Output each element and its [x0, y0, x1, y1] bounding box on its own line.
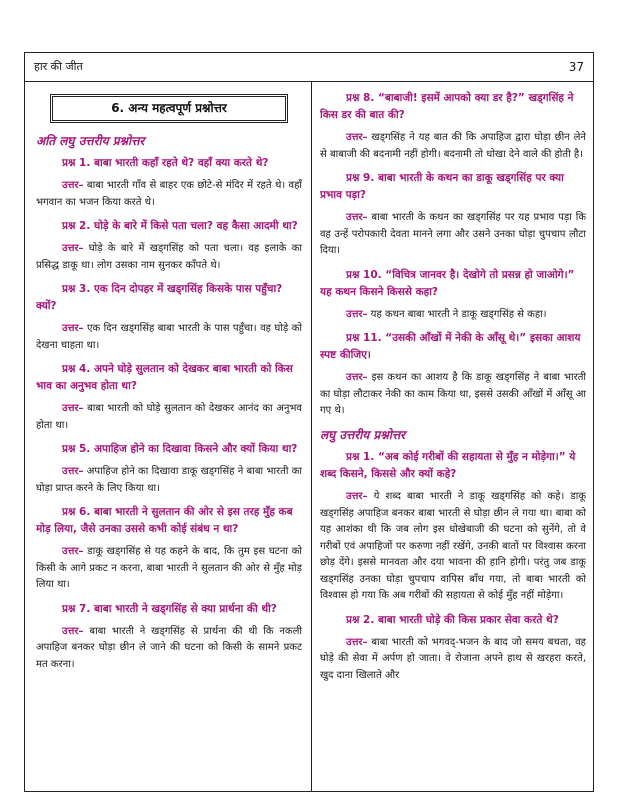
answer: [36, 464, 302, 497]
question: प्रश्न 9. बाबा भारती के कथन का डाकू खड्गसिंह पर क्या प्रभाव पड़ा?: [320, 172, 564, 201]
column-divider: [311, 82, 312, 792]
answer: [36, 178, 302, 211]
question: प्रश्न 8. “बाबाजी! इसमें आपको क्या डर है?” खड्गसिंह ने किस डर की बात की?: [320, 92, 574, 121]
question: प्रश्न 2. घोड़े के बारे में किसे पता चला? वह कैसा आदमी था?: [62, 220, 298, 232]
subhead-short: लघु उत्तरीय प्रश्नोत्तर: [320, 427, 406, 442]
answer-label: उत्तर–: [62, 625, 84, 637]
answer-text: अपाहिज होने का दिखावा डाकू खड्गसिंह ने बाबा भारती का घोड़ा प्राप्त करने के लिए किया था।: [36, 466, 302, 494]
answer: [320, 370, 586, 420]
question: प्रश्न 11. “उसकी आँखों में नेकी के आँसू थे।” इसका आशय स्पष्ट कीजिए।: [320, 332, 581, 361]
answer-text: बाबा भारती गाँव से बाहर एक छोटे-से मंदिर में रहते थे। वहाँ भगवान का भजन किया करते थे।: [36, 180, 302, 208]
question: प्रश्न 10. “विचित्र जानवर है। देखोगे तो प्रसन्न हो जाओगे।” यह कथन किसने किससे कहा?: [320, 268, 575, 298]
answer-text: डाकू खड्गसिंह से यह कहने के बाद, कि तुम इस घटना को किसी के आगे प्रकट न करना, बाबा भारती ने सुलतान की ओर से मुँह मोड़ लिया था।: [36, 546, 302, 590]
answer-text: घोड़े के बारे में खड्गसिंह को पता चला। वह इलाके का प्रसिद्ध डाकू था। लोग उसका नाम सुनकर काँपते थे।: [36, 243, 302, 271]
answer-label: उत्तर–: [346, 491, 368, 502]
question: प्रश्न 1. बाबा भारती कहाँ रहते थे? वहाँ क्या करते थे?: [62, 157, 269, 169]
answer-label: उत्तर–: [346, 372, 368, 383]
section-title: 6. अन्य महत्वपूर्ण प्रश्नोत्तर: [52, 96, 286, 121]
question: प्रश्न 6. बाबा भारती ने सुलतान की ओर से इस तरह मुँह कब मोड़ लिया, जैसे उनका उससे कभी कोई संबंध न था?: [36, 506, 293, 535]
answer-label: उत्तर–: [62, 546, 84, 557]
answer: [36, 241, 302, 274]
page-number: 37: [568, 59, 584, 74]
answer: [320, 635, 586, 685]
answer-text: बाबा भारती ने खड्गसिंह से प्रार्थना की थी कि नकली अपाहिज बनकर घोड़ा छीन ले जाने की घटना को किसी के सामने प्रकट मत करना।: [36, 625, 302, 670]
answer: [320, 307, 586, 324]
answer-label: उत्तर–: [62, 323, 84, 334]
subhead-very-short: अति लघु उत्तरीय प्रश्नोत्तर: [36, 133, 145, 148]
answer-text: इस कथन का आशय है कि डाकू खड्गसिंह ने बाबा भारती का घोड़ा लौटाकर नेकी का काम किया था, इससे उसकी आँखों में आँसू आ गए थे।: [320, 372, 586, 416]
chapter-title: हार की जीत: [34, 60, 83, 73]
question: प्रश्न 2. बाबा भारती घोड़े की किस प्रकार सेवा करते थे?: [346, 613, 559, 626]
left-column: [36, 90, 302, 788]
answer-label: उत्तर–: [346, 132, 368, 143]
answer-text: ये शब्द बाबा भारती ने डाकू खड्गसिंह को कहे। डाकू खड्गसिंह अपाहिज बनकर बाबा भारती से घोड़ा छीन ले गया था। बाबा को यह आशंका थी कि जब लोग इस धोखेबाजी की घटना को सुनेंगे, तो वे गरीबों एवं अपाहिजों पर करुणा नहीं रखेंगे, उनकी बातों पर विश्वास करना छोड़ देंगे। इससे मानवता और दया भावना की हानि होगी। परंतु जब डाकू खड्गसिंह उनका घोड़ा चुपचाप वापिस बाँध गया, तो बाबा भारती को विश्वास हो गया कि अब गरीबों की सहायता से कोई मुँह नहीं मोड़ेगा।: [320, 491, 586, 601]
answer-label: उत्तर–: [346, 636, 368, 648]
answer-label: उत्तर–: [346, 212, 368, 223]
answer-text: बाबा भारती को घोड़े सुलतान को देखकर आनंद का अनुभव होता था।: [36, 403, 302, 431]
answer-label: उत्तर–: [346, 308, 368, 320]
answer-label: उत्तर–: [62, 180, 84, 191]
question: प्रश्न 3. एक दिन दोपहर में खड्गसिंह किसके पास पहुँचा? क्यों?: [36, 283, 283, 312]
answer: [36, 544, 302, 594]
answer-label: उत्तर–: [62, 243, 84, 254]
right-column: [320, 90, 586, 788]
answer-text: बाबा भारती के कथन का खड्गसिंह पर यह प्रभाव पड़ा कि वह उन्हें परोपकारी देवता मानने लगा और उसने उनका घोड़ा चुपचाप लौटा दिया।: [320, 212, 586, 256]
answer-text: बाबा भारती को भगवद्-भजन के बाद जो समय बचता, वह घोड़े की सेवा में अर्पण हो जाता। वे रोजाना अपने हाथ से खरहरा करते, खुद दाना खिलाते और: [320, 636, 586, 681]
answer: [36, 624, 302, 674]
answer-label: उत्तर–: [62, 403, 84, 414]
answer-text: खड्गसिंह ने यह बात की कि अपाहिज द्वारा घोड़ा छीन लेने से बाबाजी की बदनामी नहीं होगी। बदनामी तो धोखा देने वाले की होती है।: [320, 132, 586, 160]
answer-text: एक दिन खड्गसिंह बाबा भारती के पास पहुँचा। वह घोड़े को देखना चाहता था।: [36, 323, 302, 351]
question: प्रश्न 1. “अब कोई गरीबों की सहायता से मुँह न मोड़ेगा।” ये शब्द किसने, किससे और क्यों कहे?: [320, 451, 576, 480]
running-header: [24, 52, 594, 82]
question: प्रश्न 5. अपाहिज होने का दिखावा किसने और क्यों किया था?: [62, 443, 298, 455]
section-heading-box: [50, 94, 288, 123]
answer: [320, 130, 586, 163]
answer: [320, 489, 586, 605]
answer: [36, 321, 302, 354]
answer: [320, 210, 586, 260]
answer: [36, 401, 302, 434]
answer-text: यह कथन बाबा भारती ने डाकू खड्गसिंह से कहा।: [370, 308, 547, 320]
answer-label: उत्तर–: [62, 466, 84, 477]
question: प्रश्न 7. बाबा भारती ने खड्गसिंह से क्या प्रार्थना की थी?: [62, 602, 277, 615]
question: प्रश्न 4. अपने घोड़े सुलतान को देखकर बाबा भारती को किस भाव का अनुभव होता था?: [36, 363, 293, 392]
